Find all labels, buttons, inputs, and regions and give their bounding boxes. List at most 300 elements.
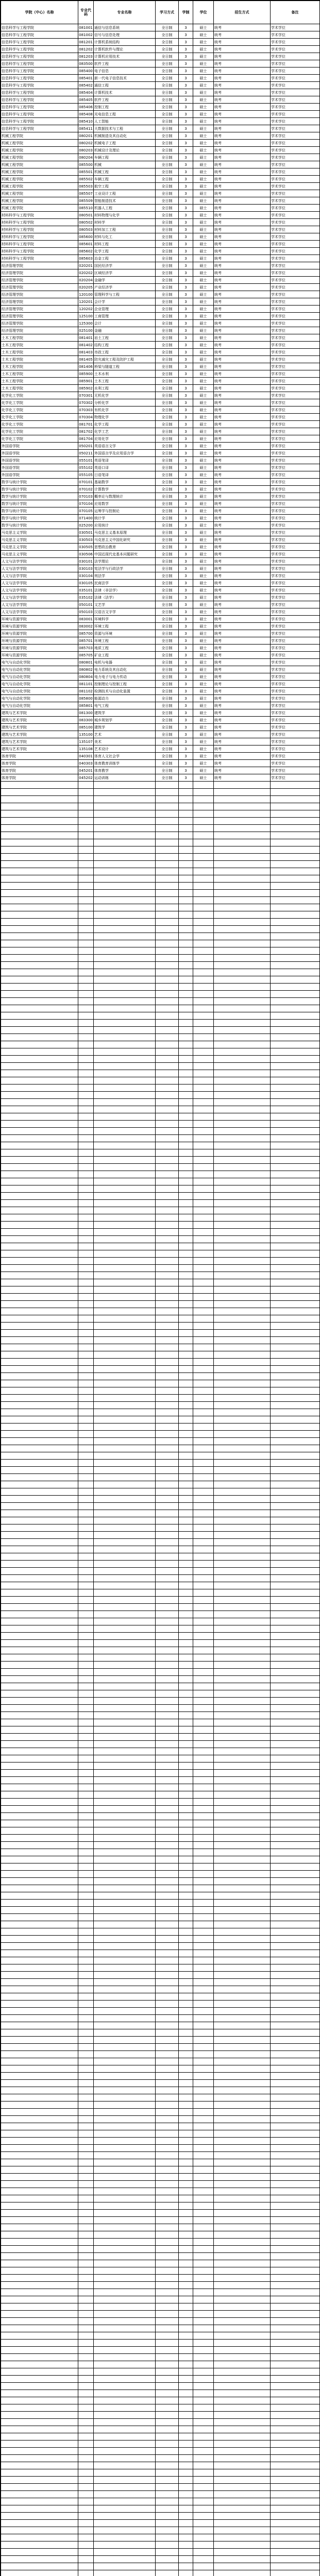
empty-cell (78, 1359, 94, 1366)
empty-cell (94, 1532, 156, 1539)
empty-cell (214, 2390, 271, 2397)
cell-degree: 硕士 (193, 673, 214, 681)
empty-row (1, 2556, 320, 2563)
cell-institution: 信息科学与工程学院 (1, 67, 78, 75)
cell-study-type: 全日制 (156, 767, 179, 774)
cell-note: 学术学位 (271, 334, 320, 342)
cell-note: 学术学位 (271, 594, 320, 601)
empty-cell (1, 1510, 78, 1517)
empty-cell (179, 2109, 193, 2116)
empty-cell (1, 1431, 78, 1438)
cell-years: 3 (179, 255, 193, 262)
empty-cell (179, 1171, 193, 1178)
cell-major: 光电信息工程 (94, 111, 156, 118)
empty-row (1, 1611, 320, 1618)
cell-major: 城乡规划学 (94, 717, 156, 724)
cell-study-type: 全日制 (156, 507, 179, 515)
cell-years: 3 (179, 378, 193, 385)
cell-note: 学术学位 (271, 724, 320, 731)
empty-cell (156, 1034, 179, 1041)
cell-study-type: 全日制 (156, 493, 179, 500)
empty-cell (179, 1654, 193, 1662)
empty-cell (214, 2441, 271, 2448)
empty-cell (78, 2130, 94, 2138)
table-row (1, 104, 320, 111)
empty-cell (193, 1885, 214, 1892)
cell-institution: 土木工程学院 (1, 370, 78, 378)
cell-major: 车辆工程 (94, 176, 156, 183)
empty-cell (78, 1726, 94, 1734)
cell-major: 英语笔译 (94, 457, 156, 464)
empty-cell (179, 2152, 193, 2159)
cell-institution: 人文与法学学院 (1, 558, 78, 565)
cell-years: 3 (179, 515, 193, 522)
empty-cell (214, 1900, 271, 1907)
empty-cell (179, 1106, 193, 1113)
empty-cell (271, 1770, 320, 1777)
empty-cell (1, 1135, 78, 1142)
empty-cell (179, 2102, 193, 2109)
empty-cell (1, 1113, 78, 1121)
table-row (1, 565, 320, 572)
empty-cell (179, 1827, 193, 1835)
cell-mode: 统考 (214, 370, 271, 378)
empty-cell (271, 1654, 320, 1662)
empty-cell (214, 1027, 271, 1034)
header-row (1, 1, 320, 24)
empty-cell (193, 1423, 214, 1431)
cell-note: 学术学位 (271, 385, 320, 392)
empty-cell (156, 2340, 179, 2347)
cell-institution: 建筑与艺术学院 (1, 709, 78, 717)
empty-cell (271, 1972, 320, 1979)
empty-cell (214, 1323, 271, 1330)
empty-cell (78, 1863, 94, 1871)
empty-cell (214, 1020, 271, 1027)
empty-cell (214, 1149, 271, 1157)
empty-cell (271, 1546, 320, 1553)
empty-cell (1, 2549, 78, 2556)
empty-cell (193, 1604, 214, 1611)
empty-cell (1, 875, 78, 883)
table-row (1, 378, 320, 385)
empty-cell (156, 1813, 179, 1820)
cell-code: 035101 (78, 587, 94, 594)
empty-cell (94, 2181, 156, 2188)
empty-cell (1, 1964, 78, 1972)
empty-cell (156, 1950, 179, 1957)
empty-cell (78, 1222, 94, 1229)
empty-cell (156, 1791, 179, 1799)
cell-mode: 统考 (214, 176, 271, 183)
empty-cell (193, 933, 214, 940)
cell-degree: 硕士 (193, 414, 214, 421)
empty-cell (1, 1849, 78, 1856)
cell-study-type: 全日制 (156, 652, 179, 659)
empty-cell (271, 2390, 320, 2397)
empty-cell (179, 1027, 193, 1034)
empty-row (1, 2513, 320, 2520)
cell-institution: 环境与资源学院 (1, 630, 78, 637)
empty-cell (1, 2253, 78, 2260)
cell-study-type: 全日制 (156, 688, 179, 695)
cell-code: 040301 (78, 753, 94, 760)
cell-institution: 体育学院 (1, 767, 78, 774)
empty-cell (156, 1279, 179, 1286)
empty-cell (193, 846, 214, 854)
empty-cell (271, 1827, 320, 1835)
cell-note: 学术学位 (271, 327, 320, 334)
cell-note: 学术学位 (271, 67, 320, 75)
empty-cell (214, 1856, 271, 1863)
empty-cell (214, 1012, 271, 1020)
empty-cell (94, 1027, 156, 1034)
empty-row (1, 1387, 320, 1395)
empty-cell (1, 1647, 78, 1654)
empty-cell (179, 1258, 193, 1265)
empty-cell (271, 2087, 320, 2094)
cell-note: 学术学位 (271, 428, 320, 435)
empty-cell (156, 868, 179, 875)
empty-cell (1, 782, 78, 789)
empty-cell (94, 1416, 156, 1423)
cell-major: 金融学 (94, 277, 156, 284)
cell-study-type: 全日制 (156, 140, 179, 147)
empty-cell (214, 1229, 271, 1236)
empty-cell (94, 1647, 156, 1654)
empty-cell (78, 1106, 94, 1113)
empty-row (1, 2318, 320, 2325)
empty-cell (271, 2505, 320, 2513)
empty-cell (179, 1395, 193, 1402)
empty-cell (193, 984, 214, 991)
cell-code: 085510 (78, 205, 94, 212)
empty-row (1, 2303, 320, 2311)
table-row (1, 724, 320, 731)
empty-row (1, 1524, 320, 1532)
empty-cell (78, 2267, 94, 2275)
table-row (1, 212, 320, 219)
empty-row (1, 2433, 320, 2441)
empty-cell (271, 1762, 320, 1770)
empty-cell (94, 1474, 156, 1481)
cell-code: 085600 (78, 233, 94, 241)
empty-cell (193, 2188, 214, 2195)
empty-cell (214, 1849, 271, 1856)
empty-row (1, 1503, 320, 1510)
empty-cell (156, 1683, 179, 1690)
empty-cell (94, 2116, 156, 2123)
empty-cell (156, 1171, 179, 1178)
cell-major: 应用化学 (94, 435, 156, 443)
cell-major: 大数据技术与工程 (94, 125, 156, 132)
empty-cell (94, 1510, 156, 1517)
empty-cell (94, 2275, 156, 2282)
empty-cell (78, 2549, 94, 2556)
empty-cell (179, 1416, 193, 1423)
empty-cell (271, 1395, 320, 1402)
empty-cell (94, 2527, 156, 2534)
empty-cell (179, 1589, 193, 1597)
empty-cell (94, 1582, 156, 1589)
empty-cell (214, 2534, 271, 2541)
empty-cell (193, 2037, 214, 2044)
cell-institution: 人文与法学学院 (1, 601, 78, 608)
empty-cell (214, 883, 271, 890)
empty-cell (271, 1813, 320, 1820)
empty-cell (193, 2332, 214, 2340)
empty-cell (1, 1539, 78, 1546)
empty-cell (94, 1359, 156, 1366)
empty-cell (214, 832, 271, 839)
cell-mode: 统考 (214, 608, 271, 616)
empty-cell (271, 2354, 320, 2361)
empty-row (1, 818, 320, 825)
empty-cell (193, 2376, 214, 2383)
empty-cell (94, 1200, 156, 1207)
empty-cell (271, 2239, 320, 2246)
empty-cell (179, 1041, 193, 1048)
empty-cell (1, 2361, 78, 2368)
cell-institution: 电气与自动化学院 (1, 702, 78, 709)
table-row (1, 176, 320, 183)
empty-cell (78, 1301, 94, 1308)
empty-cell (78, 2210, 94, 2217)
empty-row (1, 1164, 320, 1171)
empty-cell (156, 2094, 179, 2102)
cell-note: 学术学位 (271, 688, 320, 695)
empty-cell (156, 2051, 179, 2058)
cell-study-type: 全日制 (156, 673, 179, 681)
empty-cell (271, 2044, 320, 2051)
cell-degree: 硕士 (193, 370, 214, 378)
empty-cell (94, 1964, 156, 1972)
empty-cell (94, 1748, 156, 1755)
empty-cell (156, 2037, 179, 2044)
empty-cell (214, 1301, 271, 1308)
empty-cell (94, 1799, 156, 1806)
cell-major: 人工智能 (94, 118, 156, 125)
empty-cell (1, 1575, 78, 1582)
empty-cell (1, 976, 78, 984)
empty-cell (214, 1387, 271, 1395)
empty-cell (78, 782, 94, 789)
cell-institution: 土木工程学院 (1, 385, 78, 392)
empty-cell (1, 1827, 78, 1835)
empty-cell (193, 1359, 214, 1366)
cell-note: 学术学位 (271, 233, 320, 241)
empty-cell (156, 1777, 179, 1784)
table-row (1, 731, 320, 738)
empty-cell (1, 2332, 78, 2340)
empty-cell (78, 1460, 94, 1467)
empty-cell (214, 1662, 271, 1669)
empty-cell (78, 1806, 94, 1813)
empty-cell (271, 1618, 320, 1625)
empty-row (1, 2094, 320, 2102)
table-row (1, 39, 320, 46)
empty-cell (271, 1993, 320, 2001)
cell-mode: 统考 (214, 392, 271, 399)
empty-cell (156, 825, 179, 832)
empty-cell (156, 1835, 179, 1842)
empty-cell (271, 1193, 320, 1200)
empty-cell (271, 1712, 320, 1719)
empty-cell (78, 1272, 94, 1279)
empty-cell (179, 1236, 193, 1243)
cell-degree: 硕士 (193, 82, 214, 89)
cell-note: 学术学位 (271, 471, 320, 479)
empty-cell (1, 1315, 78, 1323)
cell-note: 学术学位 (271, 132, 320, 140)
empty-row (1, 1928, 320, 1936)
empty-cell (156, 1979, 179, 1986)
empty-cell (271, 1510, 320, 1517)
empty-cell (179, 2570, 193, 2576)
empty-cell (1, 1863, 78, 1871)
empty-cell (94, 2246, 156, 2253)
empty-cell (193, 2102, 214, 2109)
empty-cell (94, 2217, 156, 2224)
cell-mode: 统考 (214, 457, 271, 464)
empty-cell (179, 1034, 193, 1041)
cell-mode: 统考 (214, 580, 271, 587)
empty-cell (1, 2051, 78, 2058)
empty-cell (1, 1755, 78, 1762)
empty-cell (271, 1633, 320, 1640)
empty-cell (94, 2058, 156, 2065)
empty-cell (1, 2188, 78, 2195)
empty-cell (78, 1705, 94, 1712)
empty-cell (78, 2080, 94, 2087)
empty-cell (1, 2404, 78, 2412)
empty-cell (271, 2513, 320, 2520)
empty-cell (214, 2267, 271, 2275)
cell-study-type: 全日制 (156, 132, 179, 140)
empty-cell (94, 1243, 156, 1250)
empty-cell (179, 1250, 193, 1258)
empty-cell (94, 1193, 156, 1200)
empty-cell (94, 1863, 156, 1871)
cell-study-type: 全日制 (156, 255, 179, 262)
cell-code: 081405 (78, 356, 94, 363)
empty-cell (94, 1993, 156, 2001)
empty-cell (78, 2145, 94, 2152)
empty-cell (1, 1496, 78, 1503)
cell-years: 3 (179, 197, 193, 205)
empty-row (1, 1416, 320, 1423)
empty-cell (193, 2412, 214, 2419)
cell-major: 文艺学 (94, 601, 156, 608)
empty-cell (179, 1048, 193, 1056)
empty-cell (193, 2448, 214, 2455)
empty-cell (1, 1741, 78, 1748)
empty-cell (271, 955, 320, 962)
empty-cell (214, 1395, 271, 1402)
table-row (1, 717, 320, 724)
empty-row (1, 2246, 320, 2253)
empty-cell (214, 926, 271, 933)
empty-row (1, 1921, 320, 1928)
empty-cell (179, 1344, 193, 1351)
empty-cell (179, 2239, 193, 2246)
empty-cell (78, 1928, 94, 1936)
cell-major: 机械设计及理论 (94, 147, 156, 154)
empty-cell (78, 2065, 94, 2073)
empty-cell (214, 1041, 271, 1048)
cell-study-type: 全日制 (156, 630, 179, 637)
empty-cell (94, 1488, 156, 1496)
empty-cell (94, 1921, 156, 1928)
empty-cell (94, 1481, 156, 1488)
cell-years: 3 (179, 659, 193, 666)
empty-cell (193, 2484, 214, 2491)
empty-cell (94, 2065, 156, 2073)
empty-cell (156, 1308, 179, 1315)
empty-row (1, 2498, 320, 2505)
empty-cell (193, 2433, 214, 2441)
empty-cell (193, 1416, 214, 1423)
empty-row (1, 1431, 320, 1438)
empty-cell (214, 782, 271, 789)
empty-cell (1, 2505, 78, 2513)
cell-degree: 硕士 (193, 132, 214, 140)
empty-cell (156, 2469, 179, 2477)
cell-institution: 化学化工学院 (1, 435, 78, 443)
table-row (1, 544, 320, 551)
empty-cell (156, 1770, 179, 1777)
empty-cell (179, 2174, 193, 2181)
cell-major: 建筑学 (94, 724, 156, 731)
cell-note: 学术学位 (271, 53, 320, 60)
empty-cell (271, 1337, 320, 1344)
empty-cell (179, 2505, 193, 2513)
empty-cell (1, 2376, 78, 2383)
cell-institution: 人文与法学学院 (1, 587, 78, 594)
empty-cell (94, 1597, 156, 1604)
cell-major: 航空工程 (94, 183, 156, 190)
empty-cell (1, 1532, 78, 1539)
empty-cell (193, 1149, 214, 1157)
empty-cell (214, 2289, 271, 2296)
empty-cell (1, 810, 78, 818)
cell-mode: 统考 (214, 82, 271, 89)
empty-cell (193, 1207, 214, 1214)
cell-degree: 硕士 (193, 46, 214, 53)
cell-years: 3 (179, 82, 193, 89)
empty-cell (193, 2563, 214, 2570)
cell-study-type: 全日制 (156, 522, 179, 529)
empty-cell (78, 1214, 94, 1222)
empty-cell (78, 2347, 94, 2354)
empty-cell (156, 1200, 179, 1207)
empty-cell (94, 991, 156, 998)
empty-row (1, 2541, 320, 2549)
empty-cell (193, 2325, 214, 2332)
empty-cell (156, 2347, 179, 2354)
cell-study-type: 全日制 (156, 111, 179, 118)
empty-cell (214, 2001, 271, 2008)
empty-row (1, 2570, 320, 2576)
empty-cell (94, 904, 156, 911)
cell-institution: 人文与法学学院 (1, 608, 78, 616)
cell-years: 3 (179, 479, 193, 486)
cell-note: 学术学位 (271, 435, 320, 443)
empty-cell (214, 1820, 271, 1827)
empty-cell (193, 2498, 214, 2505)
empty-cell (179, 1820, 193, 1827)
cell-note: 学术学位 (271, 731, 320, 738)
